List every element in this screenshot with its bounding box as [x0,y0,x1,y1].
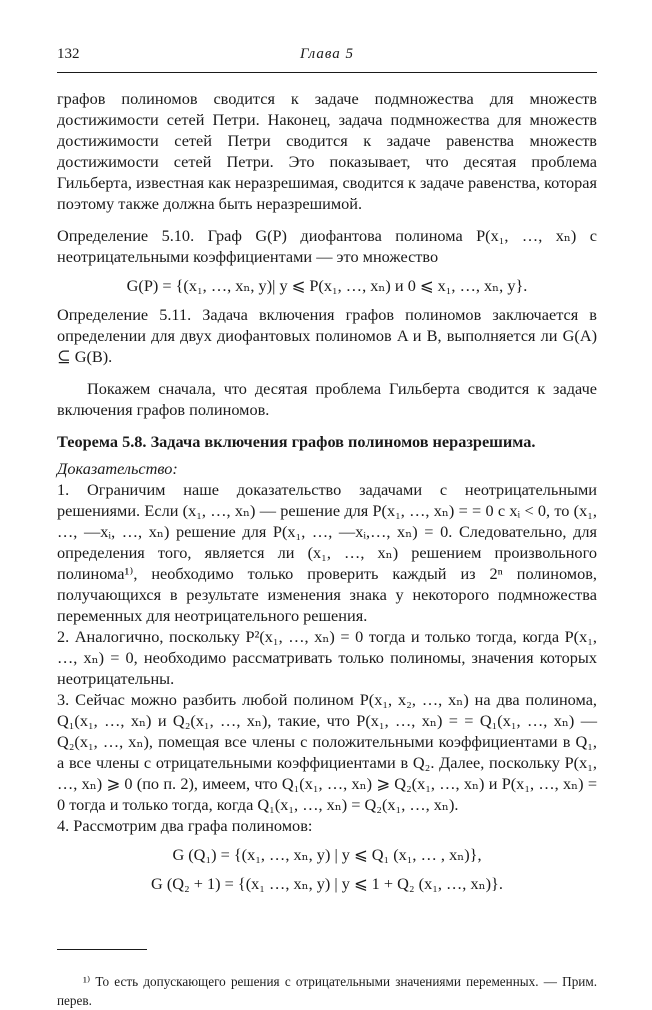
proof-item-2: 2. Аналогично, поскольку P²(x₁, …, xₙ) = 0 тогда и только тогда, когда P(x₁, …, xₙ) = 0, необходимо рассматривать только полиномы, значения которых неотрицательны. [57,627,597,688]
footnote-rule [57,949,147,950]
paragraph-intro: графов полиномов сводится к задаче подмножества для множеств достижимости сетей Петри. Наконец, задача подмножества для множеств достижимости сетей Петри сводится к задаче равенства множеств достижимости сетей Петри. Это показывает, что десятая проблема Гильберта, известная как неразрешимая, сводится к задаче равенства, которая поэтому также должна быть неразрешимой. [57,89,597,213]
header-rule [57,72,597,73]
formula-graph-q2: G (Q₂ + 1) = {(x₁ …, xₙ, y) | y ⩽ 1 + Q₂ (x₁, …, xₙ)}. [151,874,503,893]
formula-graph-q1: G (Q₁) = {(x₁, …, xₙ, y) | y ⩽ Q₁ (x₁, … , xₙ)}, [172,845,482,864]
chapter-title: Глава 5 [299,46,355,62]
proof-item-4: 4. Рассмотрим два графа полиномов: [57,816,313,835]
proof-item-3: 3. Сейчас можно разбить любой полином P(x₁, x₂, …, xₙ) на два полинома, Q₁(x₁, …, xₙ) и Q₂(x₁, …, xₙ), такие, что P(x₁, …, xₙ) = = Q₁(x₁, …, xₙ) — Q₂(x₁, …, xₙ), помещая все члены с положительными коэффициентами в Q₁, а все члены с отрицательными коэффициентами в Q₂. Далее, поскольку P(x₁, …, xₙ) ⩾ 0 (по п. 2), имеем, что Q₁(x₁, …, xₙ) ⩾ Q₂(x₁, …, xₙ) и P(x₁, …, xₙ) = 0 тогда и только тогда, когда Q₁(x₁, …, xₙ) = Q₂(x₁, …, xₙ). [57,690,597,814]
proof-item-1: 1. Ограничим наше доказательство задачами с неотрицательными решениями. Если (x₁, …, xₙ) — решение для P(x₁, …, xₙ) = = 0 с xᵢ < 0, то (x₁, …, —xᵢ, …, xₙ) решение для P(x₁, …, —xᵢ,…, xₙ) = 0. Следовательно, для определения того, является ли (x₁, …, xₙ) решением произвольного полинома¹⁾, необходимо только проверить каждый из 2ⁿ полиномов, получающихся в результате изменения знака у некоторого подмножества переменных для неотрицательного решения. [57,480,597,625]
footnote: ¹⁾ То есть допускающего решения с отрицательными значениями переменных. — Прим. перев. [57,974,597,1009]
formula-graph-definition: G(P) = {(x₁, …, xₙ, y)| y ⩽ P(x₁, …, xₙ) и 0 ⩽ x₁, …, xₙ, y}. [126,276,528,295]
definition-5-10: Определение 5.10. Граф G(P) диофантова полинома P(x₁, …, xₙ) с неотрицательными коэффициентами — это множество [57,226,597,266]
paragraph-reduction: Покажем сначала, что десятая проблема Гильберта сводится к задаче включения графов полиномов. [57,379,597,419]
theorem-5-8: Теорема 5.8. Задача включения графов полиномов неразрешима. [57,432,536,451]
page-number: 132 [57,46,80,62]
proof-label: Доказательство: [57,459,178,478]
definition-5-11: Определение 5.11. Задача включения графов полиномов заключается в определении для двух диофантовых полиномов A и B, выполняется ли G(A) ⊆ G(B). [57,305,597,366]
page-body [57,88,597,902]
running-header [57,46,597,68]
book-page [57,46,597,1009]
